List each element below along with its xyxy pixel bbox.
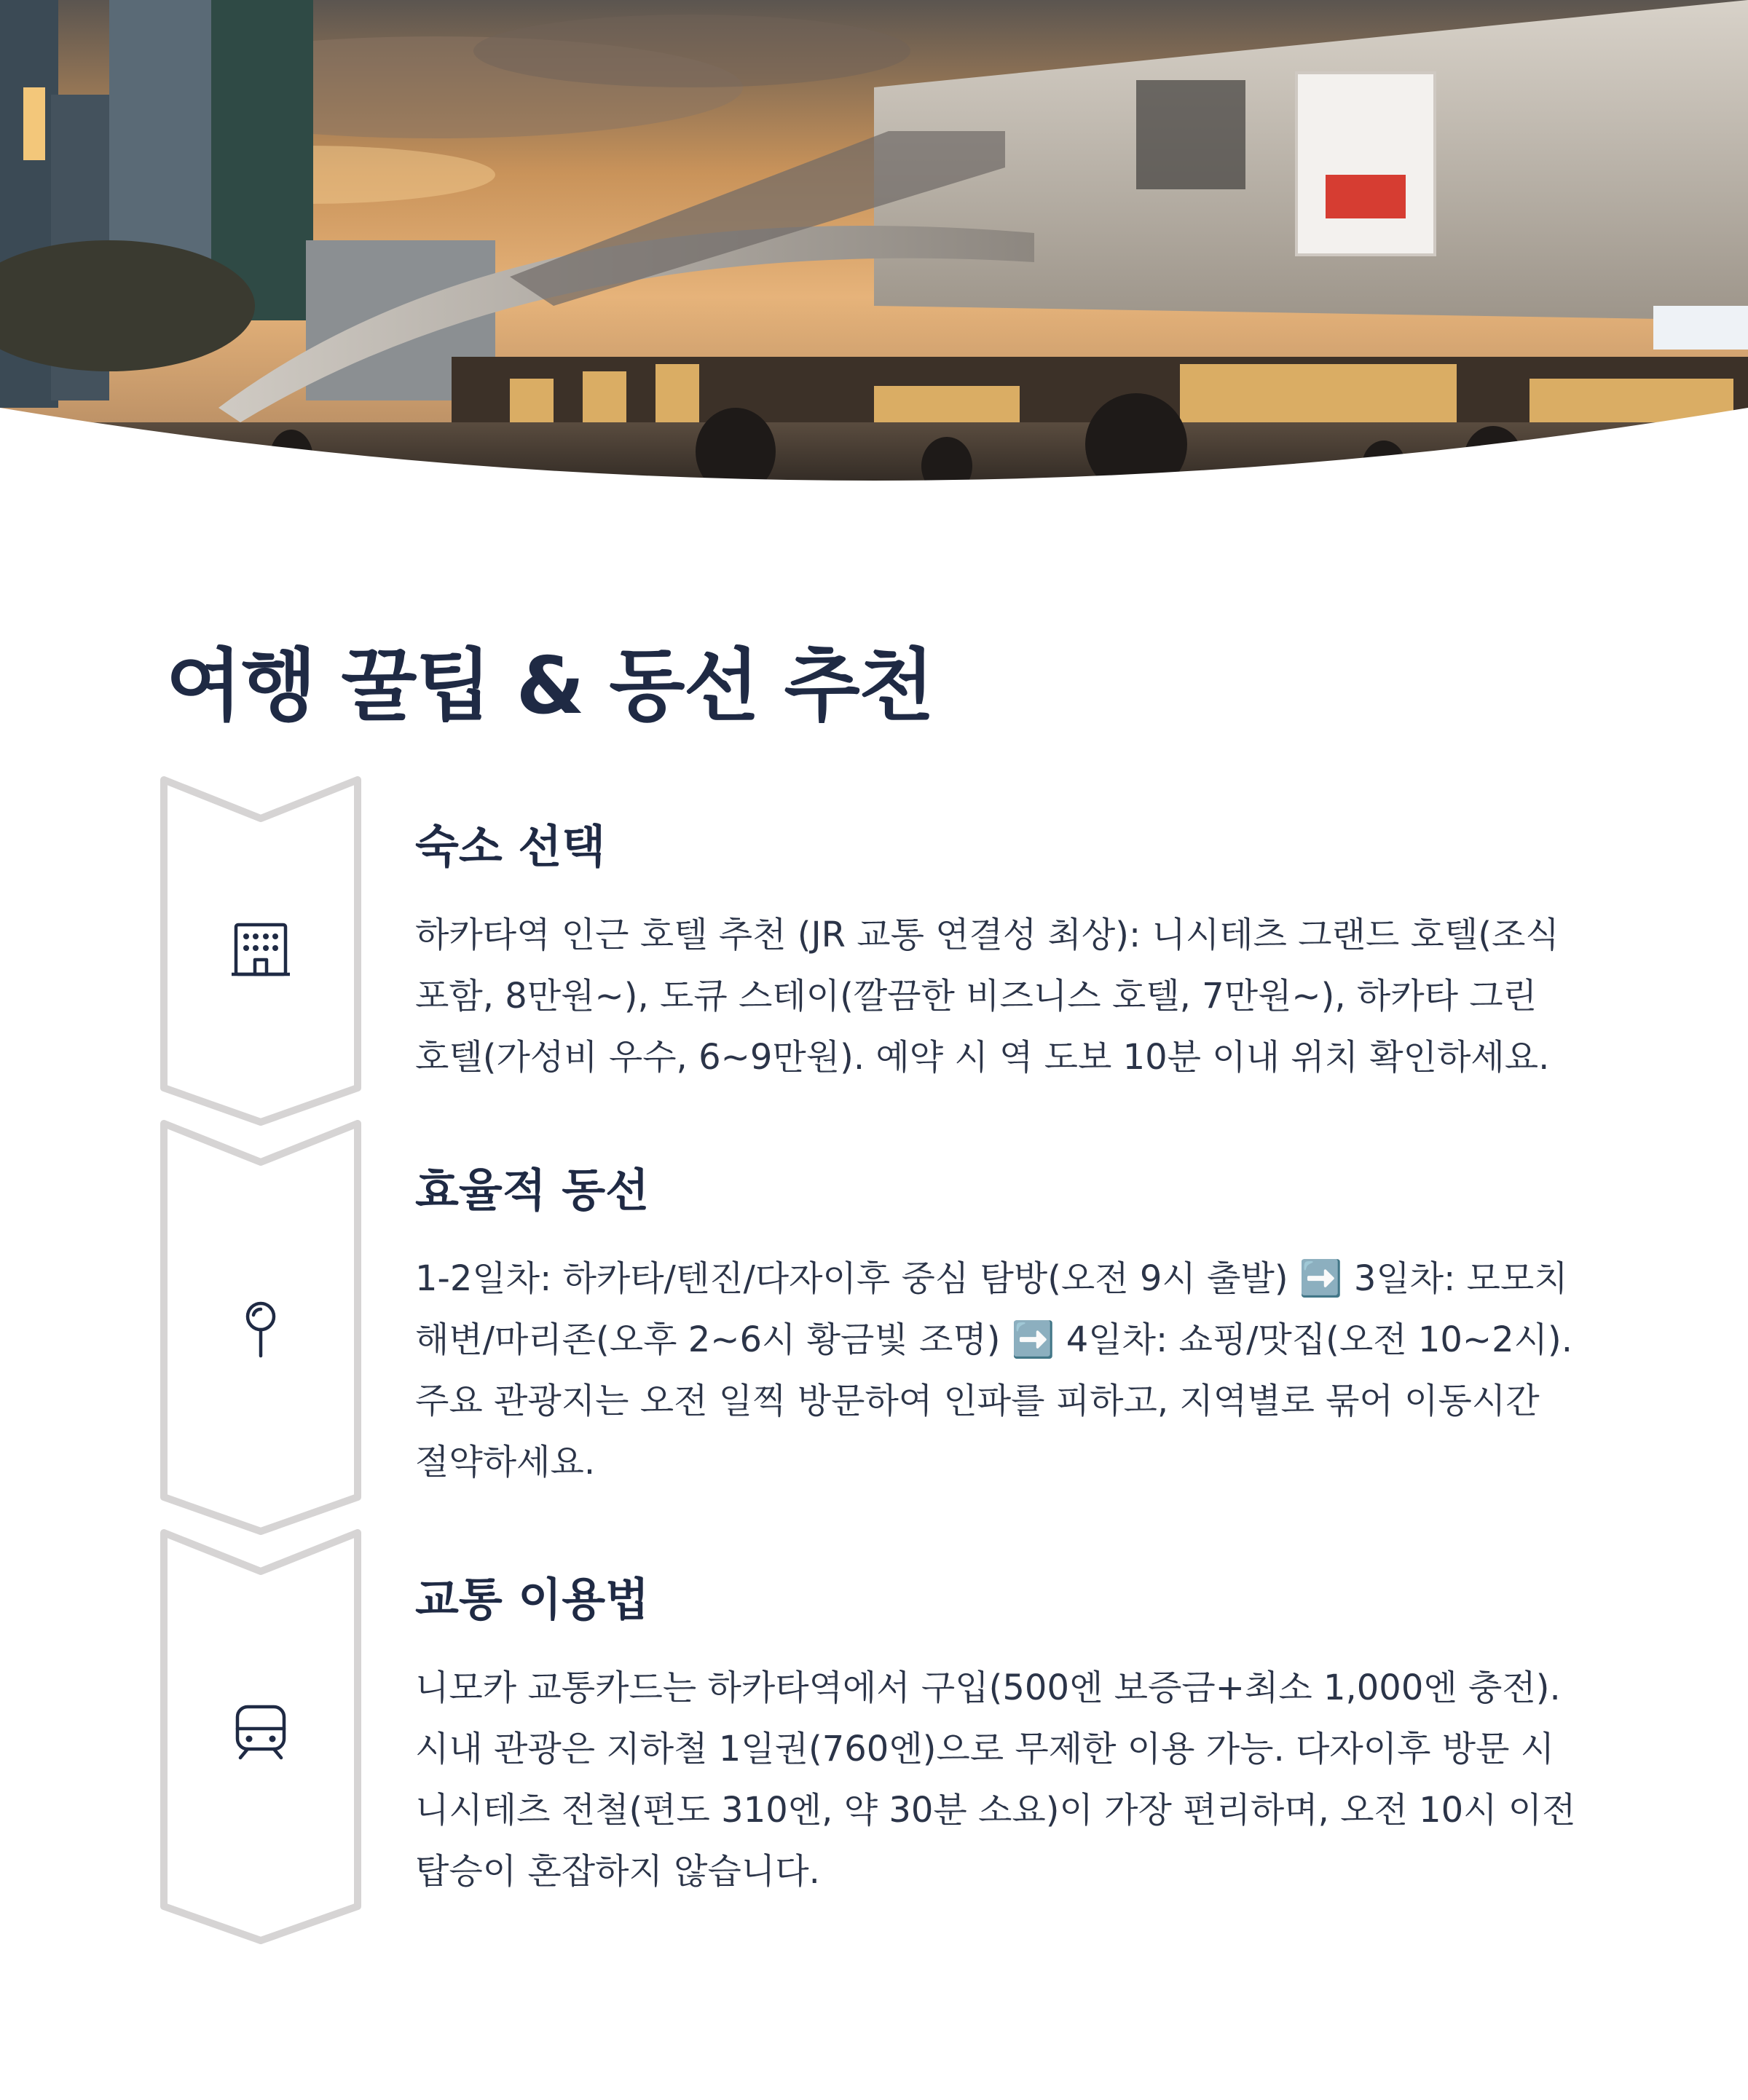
tip-body: 하카타역 인근 호텔 추천 (JR 교통 연결성 최상): 니시테츠 그랜드 호텔(조식 포함, 8만원~), 도큐 스테이(깔끔한 비즈니스 호텔, 7만원~), 하카타 그린 호텔(가성비 우수, 6~9만원). 예약 시 역 도보 10분 이내 위치 확인하세요. [415, 915, 1559, 1078]
hotel-icon [232, 920, 290, 979]
train-station-photo [0, 0, 1748, 495]
tip-heading: 숙소 선택 [415, 820, 606, 873]
tip-body: 니모카 교통카드는 하카타역에서 구입(500엔 보증금+최소 1,000엔 충전). 시내 관광은 지하철 1일권(760엔)으로 무제한 이용 가능. 다자이후 방문 시 니시테츠 전철(편도 310엔, 약 30분 소요)이 가장 편리하며, 오전 10시 이전 탑승이 혼잡하지 않습니다. [415, 1667, 1576, 1892]
tip-body: 1-2일차: 하카타/텐진/다자이후 중심 탐방(오전 9시 출발) ➡️ 3일차: 모모치 해변/마리존(오후 2~6시 황금빛 조명) ➡️ 4일차: 쇼핑/맛집(오전 10~2시). 주요 관광지는 오전 일찍 방문하여 인파를 피하고, 지역별로 묶어 이동시간 절약하세요. [415, 1258, 1573, 1483]
tip-heading: 교통 이용법 [415, 1573, 650, 1626]
train-icon [232, 1702, 290, 1761]
tip-heading: 효율적 동선 [415, 1164, 650, 1217]
map-pin-icon [232, 1300, 290, 1359]
page-title: 여행 꿀팁 & 동선 추천 [166, 641, 934, 732]
hero-image [0, 0, 1748, 495]
